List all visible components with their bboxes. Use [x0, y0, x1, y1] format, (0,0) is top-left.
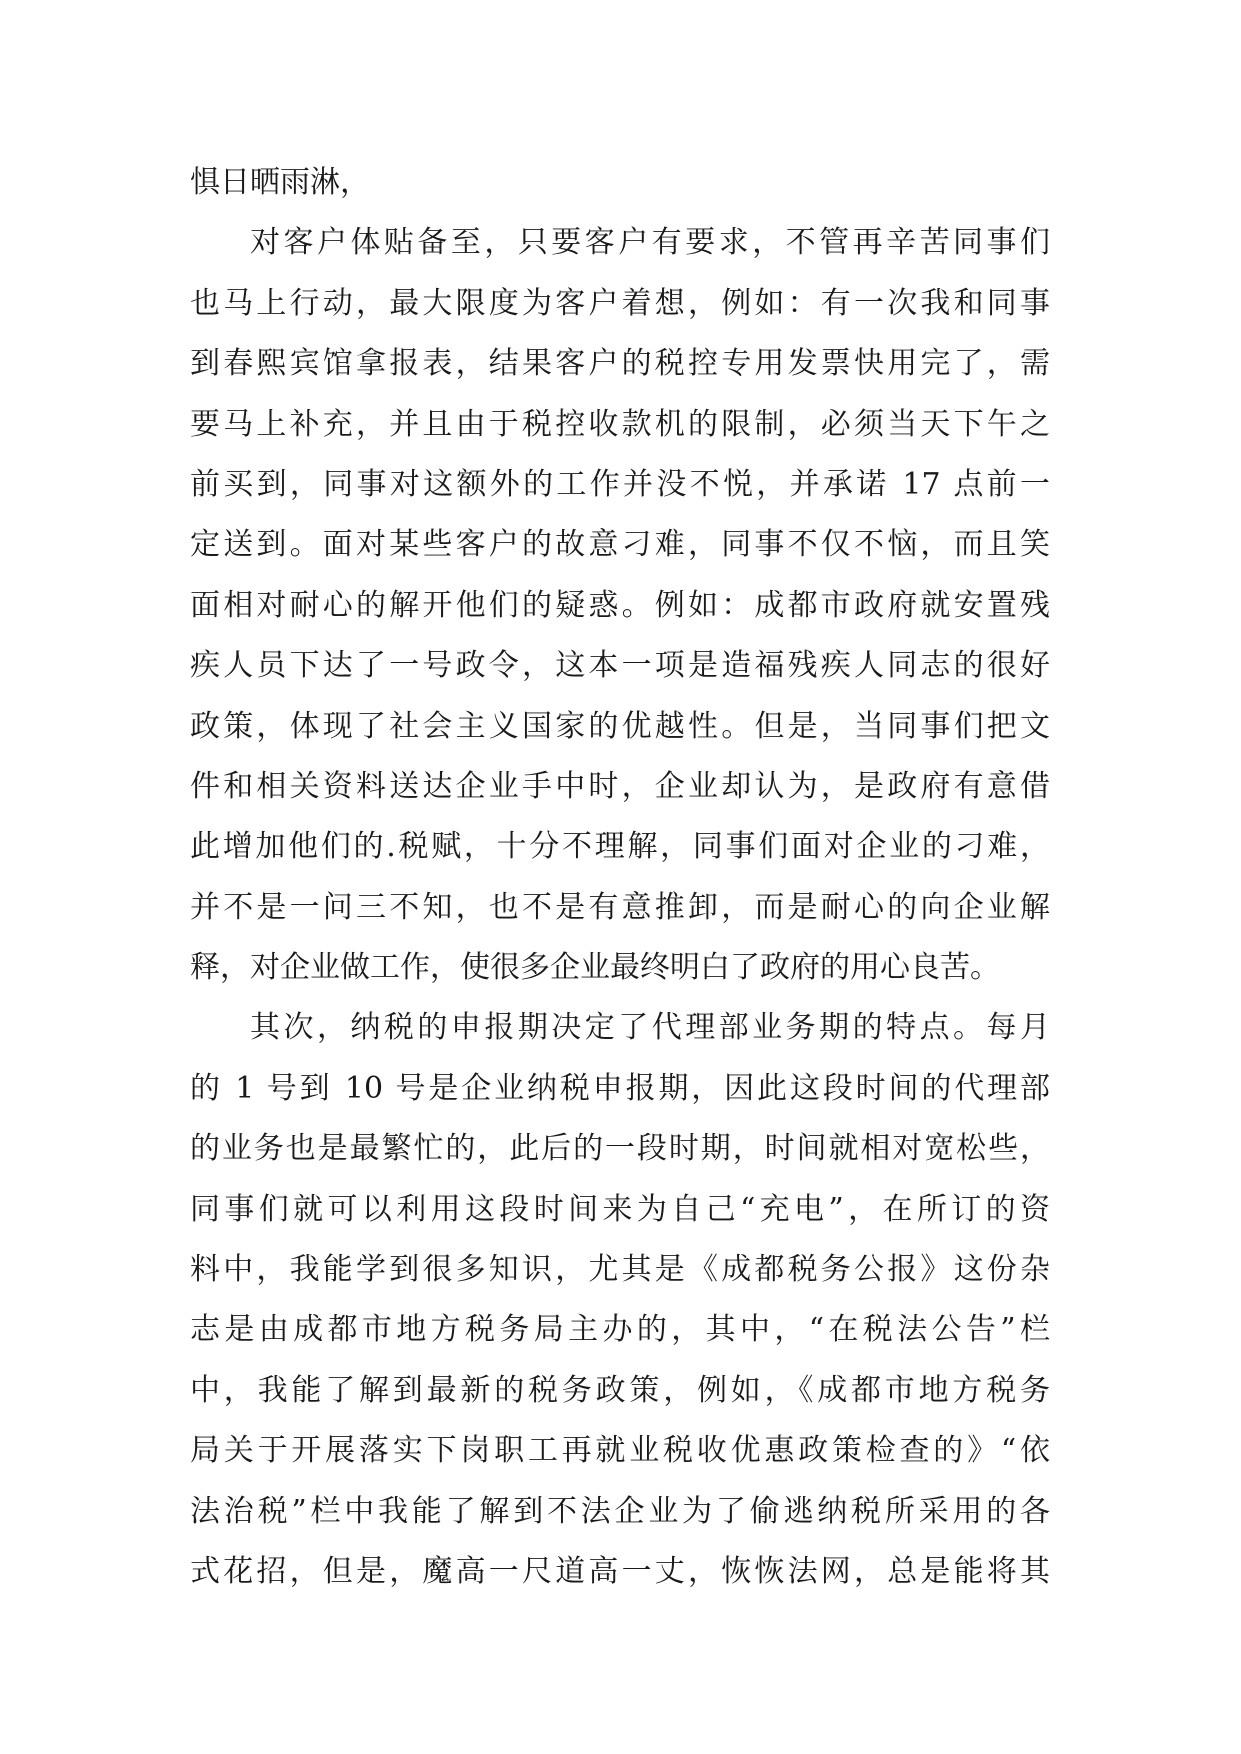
- paragraph-first-line: 对客户体贴备至，只要客户有要求，不管再辛苦同事们: [250, 225, 1050, 261]
- text-line: 志是由成都市地方税务局主办的，其中，“在税法公告”栏: [190, 1312, 1050, 1348]
- text-line: 定送到。面对某些客户的故意刁难，同事不仅不恼，而且笑: [190, 527, 1050, 563]
- text-line: 式花招，但是，魔高一尺道高一丈，恢恢法网，总是能将其: [190, 1553, 1050, 1589]
- text-line: 料中，我能学到很多知识，尤其是《成都税务公报》这份杂: [190, 1252, 1050, 1288]
- paragraph-last-line: 释，对企业做工作，使很多企业最终明白了政府的用心良苦。: [190, 950, 1000, 986]
- text-line: 法治税”栏中我能了解到不法企业为了偷逃纳税所采用的各: [190, 1493, 1050, 1529]
- text-line: 面相对耐心的解开他们的疑惑。例如：成都市政府就安置残: [190, 587, 1050, 623]
- text-line: 的业务也是最繁忙的，此后的一段时期，时间就相对宽松些，: [190, 1131, 1050, 1167]
- text-line: 前买到，同事对这额外的工作并没不悦，并承诺 17 点前一: [190, 466, 1050, 502]
- text-line: 的 1 号到 10 号是企业纳税申报期，因此这段时间的代理部: [190, 1070, 1050, 1106]
- text-line: 局关于开展落实下岗职工再就业税收优惠政策检查的》“依: [190, 1433, 1050, 1469]
- text-line: 要马上补充，并且由于税控收款机的限制，必须当天下午之: [190, 406, 1050, 442]
- paragraph-first-line: 其次，纳税的申报期决定了代理部业务期的特点。每月: [250, 1010, 1050, 1046]
- text-line: 件和相关资料送达企业手中时，企业却认为，是政府有意借: [190, 768, 1050, 804]
- text-line: 并不是一问三不知，也不是有意推卸，而是耐心的向企业解: [190, 889, 1050, 925]
- text-line: 到春熙宾馆拿报表，结果客户的税控专用发票快用完了，需: [190, 346, 1050, 382]
- text-line: 同事们就可以利用这段时间来为自己“充电”，在所订的资: [190, 1191, 1050, 1227]
- text-line: 惧日晒雨淋，: [190, 165, 370, 200]
- body-text: [190, 153, 1050, 1602]
- text-line: 此增加他们的.税赋，十分不理解，同事们面对企业的刁难，: [190, 829, 1050, 865]
- text-line: 也马上行动，最大限度为客户着想，例如：有一次我和同事: [190, 285, 1050, 321]
- text-line: 政策，体现了社会主义国家的优越性。但是，当同事们把文: [190, 708, 1050, 744]
- text-line: 疾人员下达了一号政令，这本一项是造福残疾人同志的很好: [190, 648, 1050, 684]
- text-line: 中，我能了解到最新的税务政策，例如，《成都市地方税务: [190, 1372, 1050, 1408]
